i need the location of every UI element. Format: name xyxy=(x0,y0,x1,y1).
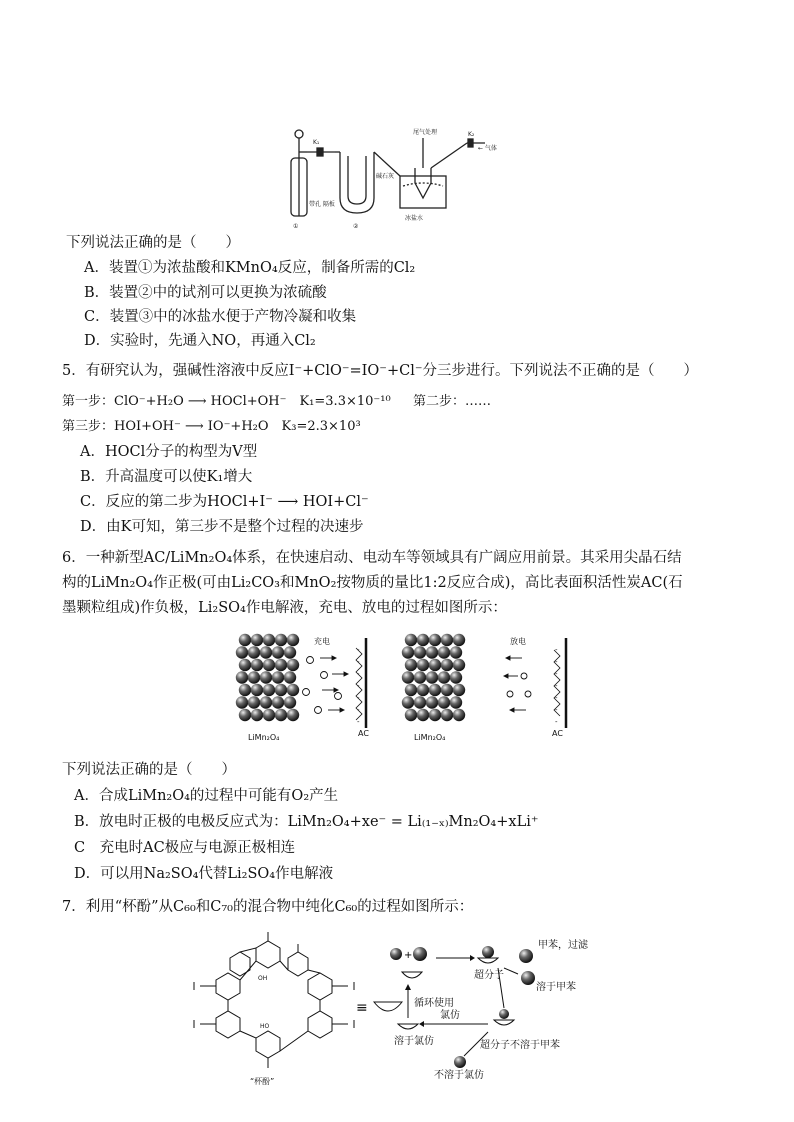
svg-text:-: - xyxy=(555,718,558,726)
discharge-label: 放电 xyxy=(510,637,526,646)
k2-label: K₂ xyxy=(468,131,475,138)
lattice-sphere xyxy=(275,684,287,696)
q5-step2: 第二步：…… xyxy=(413,394,492,409)
svg-text:-: - xyxy=(555,670,558,678)
lattice-sphere xyxy=(450,671,462,683)
plus-sign: + xyxy=(404,950,413,961)
chloroform-label: 氯仿 xyxy=(440,1010,460,1021)
q5-option-c: C．反应的第二步为HOCl+I⁻ ⟶ HOI+Cl⁻ xyxy=(80,494,369,510)
apparatus-2-num: ② xyxy=(353,223,359,230)
lattice-sphere xyxy=(453,634,465,646)
tail-gas-label: 尾气处理 xyxy=(413,129,438,136)
lattice-sphere xyxy=(287,709,299,721)
q6-stem-line2: 构的LiMn₂O₄作正极(可由Li₂CO₃和MnO₂按物质的量比1:2反应合成)，高比表面积活性炭AC(石 xyxy=(62,575,683,591)
lattice-sphere xyxy=(272,671,284,683)
lattice-sphere xyxy=(453,709,465,721)
lattice-sphere xyxy=(405,684,417,696)
lattice-sphere xyxy=(414,646,426,658)
insoluble-toluene-label: 超分子不溶于甲苯 xyxy=(480,1040,560,1051)
lattice-sphere xyxy=(248,646,260,658)
lattice-sphere xyxy=(450,696,462,708)
lattice-sphere xyxy=(287,684,299,696)
lattice-sphere xyxy=(402,646,414,658)
lattice-sphere xyxy=(453,684,465,696)
lattice-sphere xyxy=(251,709,263,721)
insoluble-chloroform-label: 不溶于氯仿 xyxy=(434,1070,484,1081)
lattice-sphere xyxy=(239,659,251,671)
battery-figure xyxy=(228,630,578,745)
lattice-sphere xyxy=(405,709,417,721)
q5-option-d: D．由K可知，第三步不是整个过程的决速步 xyxy=(80,519,364,535)
lattice-sphere xyxy=(236,646,248,658)
lattice-sphere xyxy=(426,671,438,683)
lattice-sphere xyxy=(453,659,465,671)
toluene-filter-label: 甲苯，过滤 xyxy=(538,940,588,951)
equiv-sign: ≡ xyxy=(356,1000,368,1016)
soluble-toluene-label: 溶于甲苯 xyxy=(536,982,576,993)
q5-step3: 第三步：HOI+OH⁻ ⟶ IO⁻+H₂O K₃=2.3×10³ xyxy=(62,419,361,434)
lattice-sphere xyxy=(414,671,426,683)
lattice-sphere xyxy=(248,671,260,683)
q6-stem-line1: 6．一种新型AC/LiMn₂O₄体系，在快速启动、电动车等领域具有广阔应用前景。其采用尖晶石结 xyxy=(62,550,682,566)
lattice-sphere xyxy=(272,696,284,708)
q5-option-b: B．升高温度可以使K₁增大 xyxy=(80,469,253,485)
q-prev-option-c: C．装置③中的冰盐水便于产物冷凝和收集 xyxy=(84,309,357,325)
lattice-sphere xyxy=(414,696,426,708)
calixarene-figure xyxy=(188,928,608,1088)
q6-option-b: B．放电时正极的电极反应式为：LiMn₂O₄+xe⁻ = Li₍₁₋ₓ₎Mn₂O₄+xLi⁺ xyxy=(74,814,539,830)
lattice-sphere xyxy=(417,684,429,696)
soda-lime-label: 碱石灰 xyxy=(376,173,395,180)
lattice-sphere xyxy=(239,634,251,646)
lattice-sphere xyxy=(251,684,263,696)
svg-text:-: - xyxy=(555,694,558,702)
lattice-sphere xyxy=(429,709,441,721)
lattice-sphere xyxy=(251,634,263,646)
lattice-sphere xyxy=(450,646,462,658)
lattice-sphere xyxy=(429,684,441,696)
svg-text:-: - xyxy=(357,706,360,714)
lattice-sphere xyxy=(402,696,414,708)
lattice-sphere xyxy=(275,659,287,671)
lattice-sphere xyxy=(429,659,441,671)
lattice-sphere xyxy=(417,634,429,646)
apparatus-figure xyxy=(285,128,505,233)
q6-stem-line3: 墨颗粒组成)作负极，Li₂SO₄作电解液，充电、放电的过程如图所示： xyxy=(62,600,507,616)
svg-text:-: - xyxy=(357,682,360,690)
lattice-sphere xyxy=(263,634,275,646)
svg-text:-: - xyxy=(555,658,558,666)
lattice-sphere xyxy=(426,646,438,658)
svg-text:-: - xyxy=(555,646,558,654)
lattice-sphere xyxy=(438,646,450,658)
lattice-sphere xyxy=(441,659,453,671)
oh-label: OH xyxy=(258,975,268,982)
recycle-label: 循环使用 xyxy=(414,998,454,1009)
ac-label-1: AC xyxy=(358,729,369,738)
lattice-sphere xyxy=(287,659,299,671)
gas-label: ← 气体 xyxy=(478,145,497,152)
cup-label: “杯酚” xyxy=(250,1077,275,1086)
lattice-sphere xyxy=(426,696,438,708)
lattice-sphere xyxy=(260,646,272,658)
limn2o4-label-1: LiMn₂O₄ xyxy=(248,733,280,742)
lattice-sphere xyxy=(441,684,453,696)
svg-text:-: - xyxy=(357,646,360,654)
q-prev-option-a: A．装置①为浓盐酸和KMnO₄反应，制备所需的Cl₂ xyxy=(84,260,416,276)
lattice-sphere xyxy=(405,659,417,671)
lattice-sphere xyxy=(402,671,414,683)
lattice-sphere xyxy=(438,671,450,683)
lattice-sphere xyxy=(263,684,275,696)
lattice-sphere xyxy=(284,646,296,658)
q6-option-d: D．可以用Na₂SO₄代替Li₂SO₄作电解液 xyxy=(74,866,334,882)
q7-stem: 7．利用“杯酚”从C₆₀和C₇₀的混合物中纯化C₆₀的过程如图所示： xyxy=(62,899,474,915)
q5-option-a: A．HOCl分子的构型为V型 xyxy=(80,444,258,460)
q-prev-option-d: D．实验时，先通入NO，再通入Cl₂ xyxy=(84,333,316,349)
lattice-sphere xyxy=(284,671,296,683)
lattice-sphere xyxy=(284,696,296,708)
lattice-sphere xyxy=(438,696,450,708)
lattice-sphere xyxy=(417,659,429,671)
q6-sub-stem: 下列说法正确的是（ ） xyxy=(62,762,236,778)
q5-step1: 第一步：ClO⁻+H₂O ⟶ HOCl+OH⁻ K₁=3.3×10⁻¹⁰ xyxy=(62,394,391,409)
svg-text:-: - xyxy=(357,658,360,666)
limn2o4-label-2: LiMn₂O₄ xyxy=(414,733,446,742)
lattice-sphere xyxy=(441,709,453,721)
apparatus-1-num: ① xyxy=(293,223,299,230)
q-prev-option-b: B．装置②中的试剂可以更换为浓硫酸 xyxy=(84,285,327,301)
supramolecule-label: 超分子 xyxy=(474,970,504,981)
lattice-sphere xyxy=(275,709,287,721)
svg-text:-: - xyxy=(357,694,360,702)
ac-label-2: AC xyxy=(552,729,563,738)
svg-text:-: - xyxy=(357,718,360,726)
lattice-sphere xyxy=(287,634,299,646)
lattice-sphere xyxy=(248,696,260,708)
svg-text:-: - xyxy=(555,706,558,714)
lattice-sphere xyxy=(260,696,272,708)
lattice-sphere xyxy=(441,634,453,646)
q-prev-stem: 下列说法正确的是（ ） xyxy=(66,235,240,251)
lattice-sphere xyxy=(236,696,248,708)
lattice-sphere xyxy=(272,646,284,658)
lattice-sphere xyxy=(239,709,251,721)
lattice-sphere xyxy=(251,659,263,671)
lattice-sphere xyxy=(263,709,275,721)
limn2o4-lattice-charge xyxy=(236,634,299,721)
k1-label: K₁ xyxy=(313,139,320,146)
soluble-chloroform-label: 溶于氯仿 xyxy=(394,1036,434,1047)
limn2o4-lattice-discharge xyxy=(402,634,465,721)
ice-salt-label: 冰盐水 xyxy=(405,215,424,222)
lattice-sphere xyxy=(263,659,275,671)
svg-text:-: - xyxy=(357,670,360,678)
ho-label: HO xyxy=(260,1023,270,1030)
q5-stem: 5．有研究认为，强碱性溶液中反应I⁻+ClO⁻=IO⁻+Cl⁻分三步进行。下列说法不正确的是（ ） xyxy=(62,363,698,379)
lattice-sphere xyxy=(236,671,248,683)
q6-option-c: C 充电时AC极应与电源正极相连 xyxy=(74,840,296,856)
svg-text:-: - xyxy=(555,682,558,690)
lattice-sphere xyxy=(405,634,417,646)
lattice-sphere xyxy=(275,634,287,646)
lattice-sphere xyxy=(239,684,251,696)
lattice-sphere xyxy=(429,634,441,646)
charge-label: 充电 xyxy=(314,637,330,646)
ni-ti-label: 带孔 隔板 xyxy=(309,201,335,208)
q6-option-a: A．合成LiMn₂O₄的过程中可能有O₂产生 xyxy=(74,788,339,804)
lattice-sphere xyxy=(260,671,272,683)
lattice-sphere xyxy=(417,709,429,721)
